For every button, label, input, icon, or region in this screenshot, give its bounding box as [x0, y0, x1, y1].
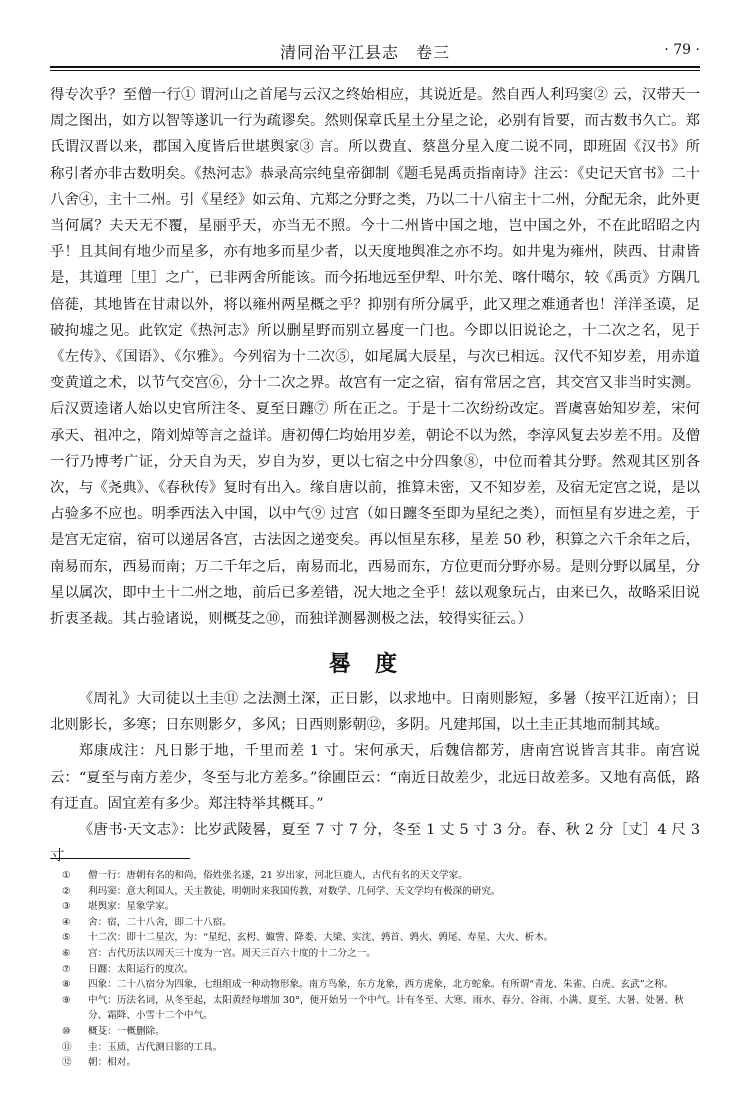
footnote — [62, 1024, 700, 1040]
footnote — [62, 899, 700, 915]
footnote — [62, 977, 700, 993]
paragraph: 郑康成注：凡日影于地，千里而差 1 寸。宋何承天，后魏信都芳，唐南宫说皆言其非。南宫说云：“夏至与南方差少，冬至与北方差多。”徐圃臣云：“南近日故差少，北远日故差多。又地有高低，路有迂直。固宜差有多少。郑注特举其概耳。” — [50, 743, 700, 812]
section-title: 晷度 — [328, 651, 421, 677]
footnote-text: 宫：古代历法以周天三十度为一宫。周天三百六十度的十二分之一。 — [88, 947, 376, 959]
footnote-number: ⑨ — [62, 994, 71, 1006]
footnote-text: 利玛窦：意大利国人，天主教徒，明朝时来我国传教，对数学、几何学、天文学均有极深的研究。 — [88, 885, 501, 897]
footnote — [62, 884, 700, 900]
footnote — [62, 1055, 700, 1071]
footnotes — [62, 868, 700, 1071]
footnote-number: ⑫ — [62, 1057, 72, 1069]
paragraph: 得专次乎？至僧一行① 谓河山之首尾与云汉之终始相应，其说近是。然自西人利玛窦② 云，汉带天一周之图出，如方以智等遂讥一行为疏谬矣。然则保章氏星土分星之论，必别有旨要，而古数书久亡。郑氏谓汉晋以来，郡国入度皆后世堪舆家③ 言。所以费直、蔡邕分星入度二说不同，即班固《汉书》所称引者亦非古数明矣。《热河志》恭录高宗纯皇帝御制《题毛晃禹贡指南诗》注云：《史记天官书》二十八舍④，主十二州。引《星经》如云角、亢郑之分野之类，乃以二十八宿主十二州，分配无余，此外更当何属？夫天无不覆，星丽乎天，亦当无不照。今十二州皆中国之地，岂中国之外，不在此昭昭之内乎！且其间有地少而星多，亦有地多而星少者，以天度地舆准之亦不均。如井鬼为雍州，陕西、甘肃皆是，其道理［里］之广，已非两舍所能该。而今拓地远至伊犁、叶尔羌、喀什噶尔，较《禹贡》方隅几倍蓰，其地皆在甘肃以外，将以雍州两星概之乎？抑别有所分属乎，此又理之难通者也！洋洋圣谟，足破拘墟之见。此钦定《热河志》所以删星野而别立晷度一门也。今即以旧说论之，十二次之名，见于《左传》、《国语》、《尔雅》。今列宿为十二次⑤，如尾属大辰星，与次已相远。汉代不知岁差，用赤道变黄道之术，以节气交宫⑥，分十二次之界。故宫有一定之宿，宿有常居之宫，其交宫又非当时实测。后汉贾逵诸人始以史官所注冬、夏至日躔⑦ 所在正之。于是十二次纷纷改定。晋虞喜始知岁差，宋何承天、祖冲之，隋刘焯等言之益详。唐初傅仁均始用岁差，朝论不以为然，李淳风复去岁差不用。及僧一行乃博考广证，分天自为天，岁自为岁，更以七宿之中分四象⑧，中位而着其分野。然观其区别各次，与《尧典》、《春秋传》复时有出入。缘自唐以前，推算未密，又不知岁差，及宿无定宫之说，是以占验多不应也。明季西法入中国，以中气⑨ 过宫（如日躔冬至即为星纪之类），而恒星有岁进之差，于是宫无定宿，宿可以递居各宫，古法因之递变矣。再以恒星东移，星差 50 秒，积算之六千余年之后，南易而东，西易而南；万二千年之后，南易而北，西易而东，方位更而分野亦易。是则分野以属星，分星以属次，即中土十二州之地，前后已多差错，况大地之全乎！兹以观象玩占，由来已久，故略采旧说折衷圣裁。其占验诸说，则概芟之⑩，而独详测晷测极之法，较得实征云。） — [50, 87, 700, 628]
footnote — [62, 930, 700, 946]
footnote — [62, 946, 700, 962]
footnote-text: 概芟：一概删除。 — [88, 1025, 165, 1037]
footnote-text: 圭：玉质，古代测日影的工具。 — [88, 1041, 223, 1053]
running-title: 清同治平江县志 卷三 — [280, 43, 451, 62]
main-text — [50, 82, 700, 632]
footnote — [62, 915, 700, 931]
footnote-text: 日躔：太阳运行的度次。 — [88, 963, 194, 975]
footnote-text: 僧一行：唐朝有名的和尚，俗姓张名遂，21 岁出家，河北巨鹿人，古代有名的天文学家。 — [88, 870, 468, 881]
footnote-number: ⑦ — [62, 963, 71, 975]
footnote-number: ① — [62, 870, 71, 881]
paragraph: 《唐书·天文志》：比岁武陵晷，夏至 7 寸 7 分，冬至 1 丈 5 寸 3 分。春、秋 2 分［丈］4 尺 3 寸 — [50, 822, 700, 865]
page-header — [50, 36, 700, 66]
footnote-number: ⑤ — [62, 932, 71, 944]
header-rule-thin — [50, 70, 700, 71]
footnote — [62, 868, 700, 884]
footnote — [62, 962, 700, 978]
footnote-number: ④ — [62, 916, 71, 928]
footnote-number: ⑧ — [62, 979, 71, 991]
footnote-text: 十二次：即十二星次，为：“星纪、玄枵、娵訾、降娄、大梁、实沈、鹑首、鹑火、鹑尾、寿星、大火、析木。 — [88, 932, 554, 944]
footnote — [62, 993, 700, 1024]
footnote-number: ⑥ — [62, 947, 71, 959]
footnote-text: 堪舆家：星象学家。 — [88, 901, 175, 913]
page-number: · 79 · — [664, 42, 700, 58]
footnote-number: ⑩ — [62, 1025, 71, 1037]
footnote-number: ⑪ — [62, 1041, 72, 1053]
footnote-number: ② — [62, 885, 71, 897]
footnote-text: 中气：历法名词，从冬至起，太阳黄经每增加 30°，便开始另一个中气。计有冬至、大寒、雨水、春分、谷雨、小满、夏至、大暑、处暑、秋分、霜降、小雪十二个中气。 — [88, 994, 684, 1022]
paragraph: 《周礼》大司徒以土圭⑪ 之法测土深，正日影，以求地中。日南则影短，多暑（按平江近南）；日北则影长，多寒；日东则影夕，多风；日西则影朝⑫，多阴。凡建邦国，以土圭正其地而制其域。 — [50, 691, 700, 734]
section-text — [50, 686, 700, 869]
footnote-text: 舍：宿，二十八舍，即二十八宿。 — [88, 916, 232, 928]
footnote-rule — [50, 858, 190, 859]
footnote-text: 四象：二十八宿分为四象，七组组成一种动物形象。南方鸟象，东方龙象，西方虎象，北方蛇象。有所谓“青龙、朱雀、白虎、玄武”之称。 — [88, 979, 674, 991]
footnote — [62, 1040, 700, 1056]
footnote-number: ③ — [62, 901, 71, 913]
header-rule-thick — [50, 66, 700, 68]
footnote-text: 朝：相对。 — [88, 1057, 136, 1069]
